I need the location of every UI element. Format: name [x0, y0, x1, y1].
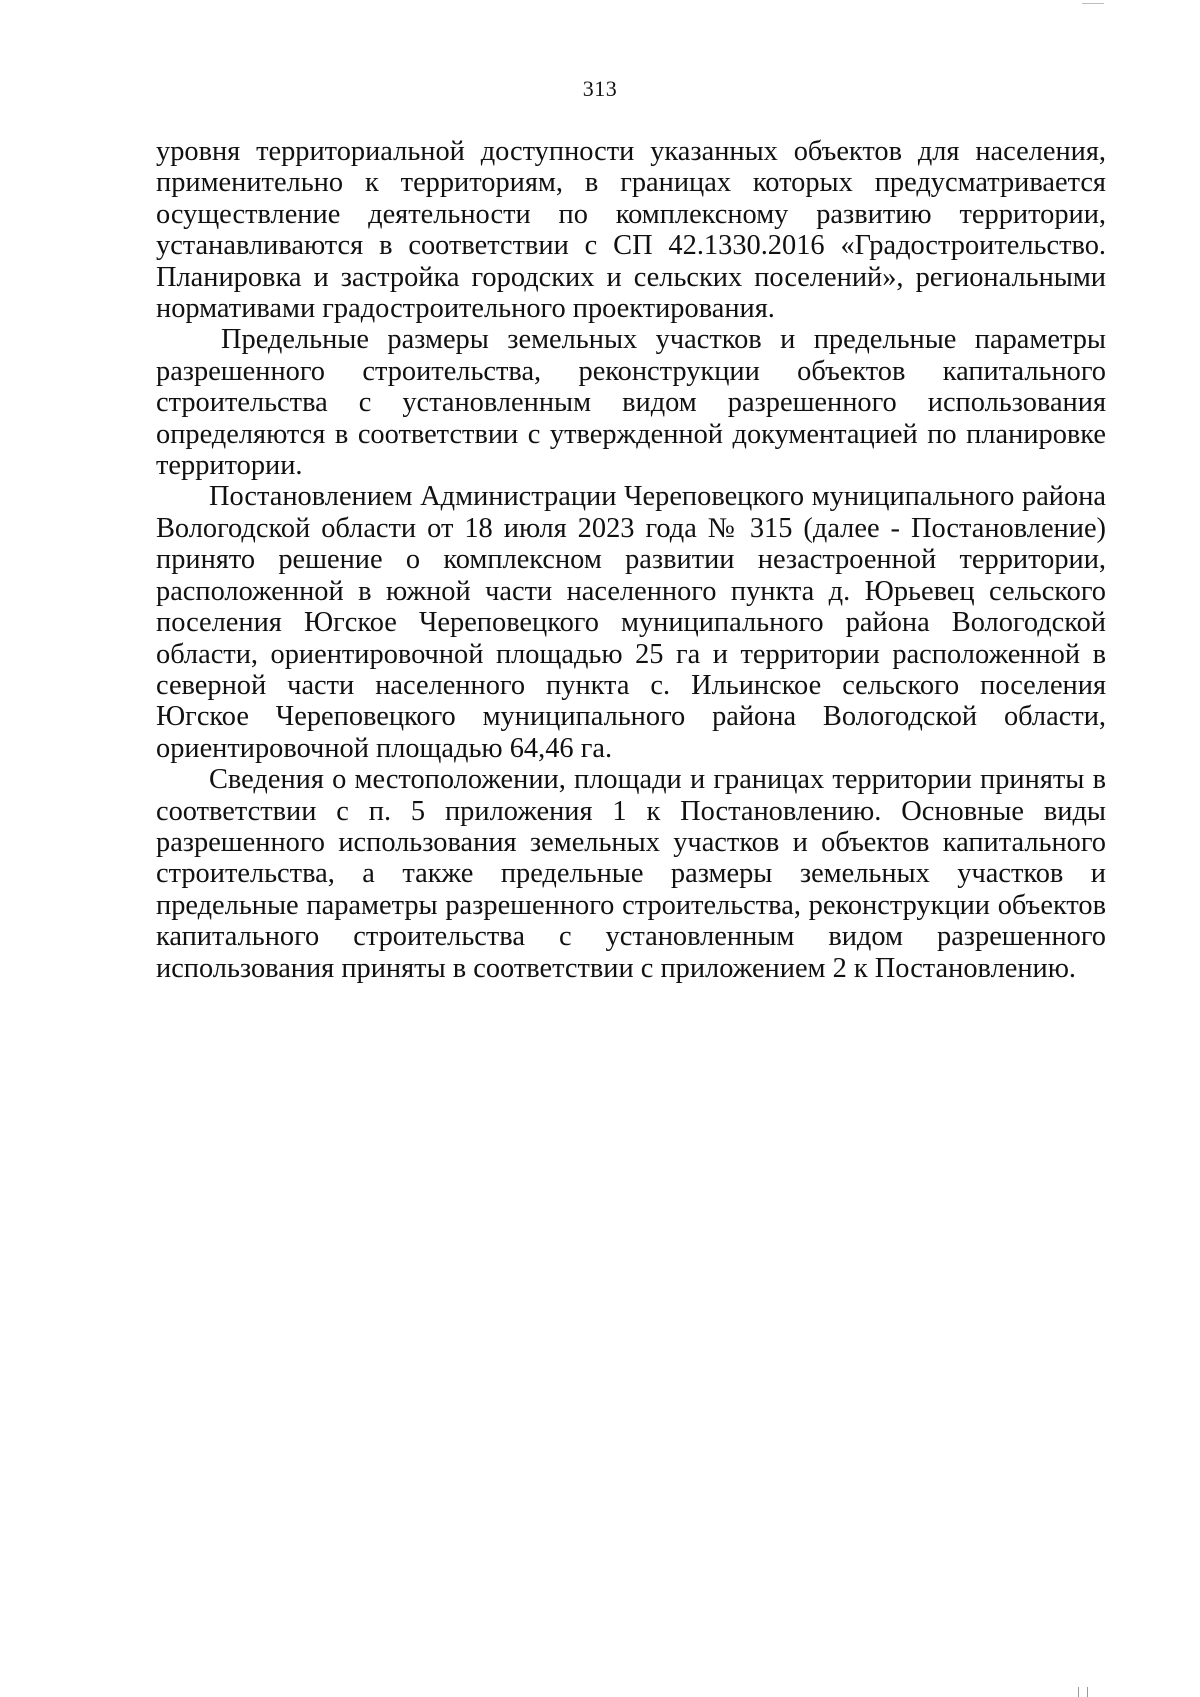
scan-edge-mark-top	[1082, 0, 1104, 4]
document-body	[156, 136, 1106, 984]
paragraph-4: Сведения о местоположении, площади и границах территории приняты в соответствии с п. 5 приложения 1 к Постановлению. Основные виды разрешенного использования земельных участков и объектов капитального строительства, а также предельные размеры земельных участков и предельные параметры разрешенного строительства, реконструкции объектов капитального строительства с установленным видом разрешенного использования приняты в соответствии с приложением 2 к Постановлению.	[156, 764, 1106, 984]
paragraph-2: Предельные размеры земельных участков и предельные параметры разрешенного строительства, реконструкции объектов капитального строительства с установленным видом разрешенного использования определяются в соответствии с утвержденной документацией по планировке территории.	[156, 324, 1106, 482]
scan-edge-mark-bottom	[1078, 1687, 1088, 1697]
page-number: 313	[582, 76, 618, 101]
paragraph-3: Постановлением Администрации Череповецкого муниципального района Вологодской области от 18 июля 2023 года № 315 (далее - Постановление) принято решение о комплексном развитии незастроенной территории, расположенной в южной части населенного пункта д. Юрьевец сельского поселения Югское Череповецкого муниципального района Вологодской области, ориентировочной площадью 25 га и территории расположенной в северной части населенного пункта с. Ильинское сельского поселения Югское Череповецкого муниципального района Вологодской области, ориентировочной площадью 64,46 га.	[156, 481, 1106, 764]
paragraph-1: уровня территориальной доступности указанных объектов для населения, применительно к территориям, в границах которых предусматривается осуществление деятельности по комплексному развитию территории, устанавливаются в соответствии с СП 42.1330.2016 «Градостроительство. Планировка и застройка городских и сельских поселений», региональными нормативами градостроительного проектирования.	[156, 136, 1106, 325]
